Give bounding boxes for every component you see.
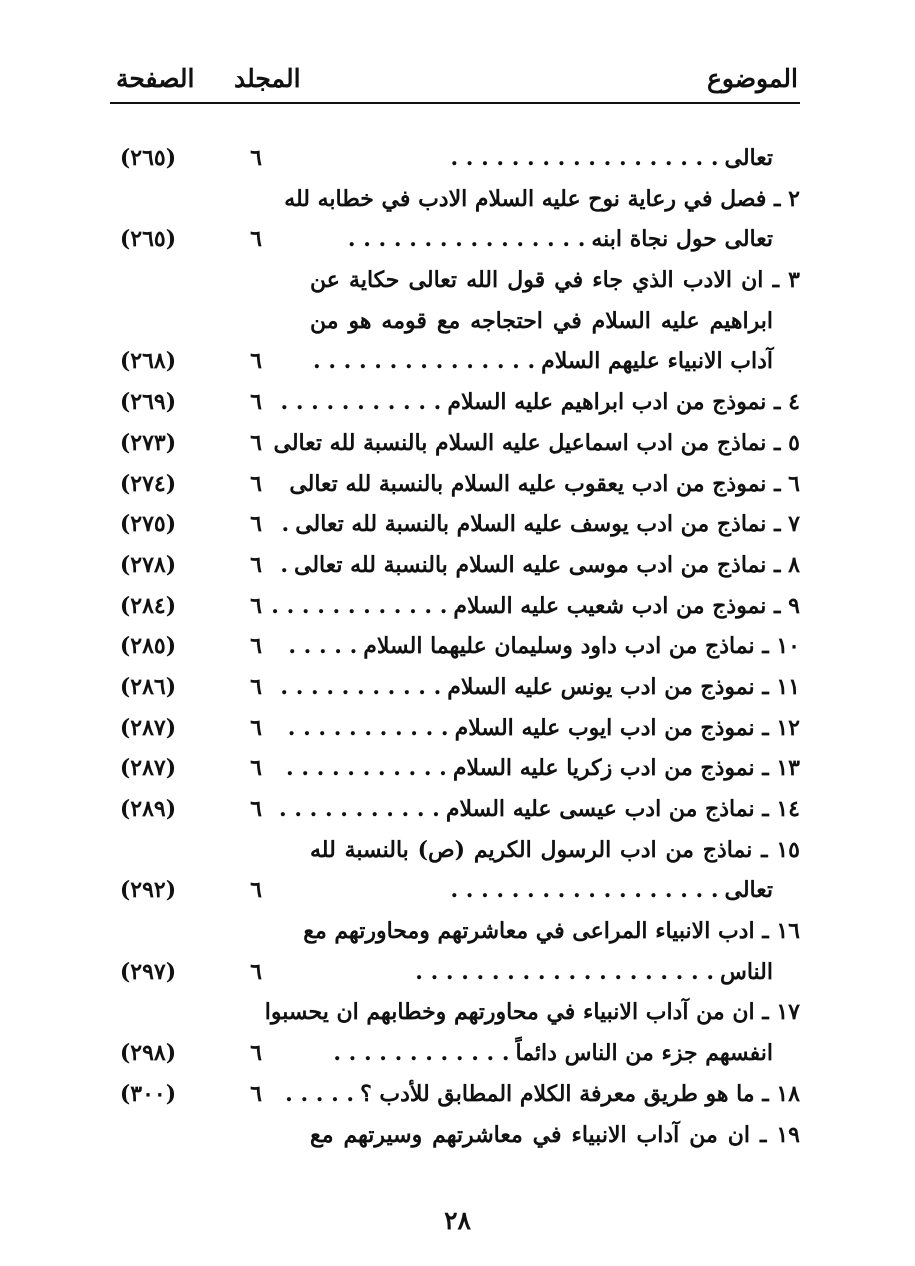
toc-entry-text: ٥ ـ نماذج من ادب اسماعيل عليه السلام بالنسبة لله تعالى bbox=[273, 429, 800, 456]
toc-entry-text: ١٧ ـ ان من آداب الانبياء في محاورتهم وخطابهم ان يحسبوا bbox=[264, 999, 800, 1026]
toc-entry-title bbox=[310, 219, 773, 259]
toc-entry bbox=[0, 260, 915, 301]
toc-entry bbox=[0, 748, 915, 789]
toc-entry-text: ٢ ـ فصل في رعاية نوح عليه السلام الادب في خطابه لله bbox=[284, 185, 800, 212]
toc-entry bbox=[0, 382, 915, 423]
toc-leader-dots: . . . . . . . . . . . . . . . . bbox=[347, 226, 586, 253]
toc-leader-dots: . . . . . . . . . . . . bbox=[333, 1040, 510, 1067]
toc-entry-page: (٢٩٢) bbox=[119, 877, 177, 904]
toc-entry-title bbox=[310, 341, 773, 381]
toc-entry bbox=[0, 952, 915, 993]
toc-entry-page: (٣٠٠) bbox=[119, 1080, 177, 1107]
toc-leader-dots: . . . . . . . . . . . bbox=[286, 755, 447, 782]
toc-entry-text: ٩ ـ نموذج من ادب شعيب عليه السلام bbox=[453, 592, 800, 619]
toc-entry bbox=[0, 667, 915, 708]
toc-entry-text: تعالى حول نجاة ابنه bbox=[591, 226, 773, 253]
toc-entry-title bbox=[279, 789, 800, 829]
toc-entry-text: ١٩ ـ ان من آداب الانبياء في معاشرتهم وسيرتهم مع bbox=[310, 1121, 800, 1148]
toc-entry-text: ١٠ ـ نماذج من ادب داود وسليمان عليهما السلام bbox=[363, 633, 800, 660]
toc-entry-title bbox=[310, 870, 773, 910]
toc-entry-page: (٢٩٧) bbox=[119, 958, 177, 985]
toc-entry-page: (٢٩٨) bbox=[119, 1040, 177, 1067]
toc-entry-text: ١٣ ـ نموذج من ادب زكريا عليه السلام bbox=[452, 755, 800, 782]
toc-leader-dots: . . . . . . . . . . . . . . . . . . bbox=[450, 145, 719, 171]
toc-entry-volume: ٦ bbox=[250, 145, 262, 171]
toc-entry bbox=[0, 1115, 915, 1156]
toc-entry-title bbox=[273, 423, 800, 463]
toc-entry bbox=[0, 992, 915, 1033]
toc-entry-page: (٢٦٩) bbox=[119, 389, 177, 416]
toc-entry-page: (٢٧٤) bbox=[119, 470, 177, 497]
toc-leader-dots: . . . . . . . . . . . bbox=[280, 673, 442, 700]
toc-entry-page: (٢٦٥) bbox=[119, 145, 177, 171]
toc-entry bbox=[0, 911, 915, 952]
toc-entry-text: ٤ ـ نموذج من ادب ابراهيم عليه السلام bbox=[447, 389, 800, 416]
page-column-header: الصفحة bbox=[116, 64, 195, 93]
toc-entry-title bbox=[310, 138, 773, 178]
toc-entry-volume: ٦ bbox=[250, 389, 262, 416]
toc-entry-volume: ٦ bbox=[250, 1040, 262, 1067]
toc-entry bbox=[0, 138, 915, 179]
toc-entry-title bbox=[310, 301, 773, 341]
toc-entry-volume: ٦ bbox=[250, 348, 262, 375]
toc-entry bbox=[0, 341, 915, 382]
toc-entry-title bbox=[288, 626, 800, 666]
toc-entry-volume: ٦ bbox=[250, 877, 262, 904]
toc-leader-dots: . bbox=[280, 551, 288, 578]
toc-entry-text: ١٢ ـ نموذج من ادب ايوب عليه السلام bbox=[454, 714, 800, 741]
toc-entry bbox=[0, 301, 915, 342]
volume-column-header: المجلد bbox=[234, 64, 301, 93]
toc-entry-page: (٢٨٥) bbox=[119, 633, 177, 660]
toc-entry-title bbox=[287, 708, 800, 748]
toc-entry-title bbox=[280, 667, 800, 707]
toc-entry-page: (٢٧٣) bbox=[119, 429, 177, 456]
toc-entry bbox=[0, 708, 915, 749]
toc-entry-text: ٣ ـ ان الادب الذي جاء في قول الله تعالى حكاية عن bbox=[310, 267, 800, 294]
toc-entry bbox=[0, 219, 915, 260]
toc-entry-text: ٦ ـ نموذج من ادب يعقوب عليه السلام بالنسبة لله تعالى bbox=[289, 470, 800, 497]
toc-entry bbox=[0, 1074, 915, 1115]
toc-leader-dots: . . . . . bbox=[285, 1080, 355, 1107]
toc-entry-title bbox=[280, 382, 800, 422]
toc-leader-dots: . . . . . . . . . . . bbox=[279, 796, 440, 822]
toc-entry bbox=[0, 464, 915, 505]
toc-entry-page: (٢٨٩) bbox=[119, 796, 177, 822]
toc-entry-volume: ٦ bbox=[250, 673, 262, 700]
toc-entry bbox=[0, 626, 915, 667]
toc-entry-volume: ٦ bbox=[250, 429, 262, 456]
toc-entry-volume: ٦ bbox=[250, 755, 262, 782]
toc-entry bbox=[0, 830, 915, 871]
toc-entry-text: ٨ ـ نماذج من ادب موسى عليه السلام بالنسبة لله تعالى bbox=[293, 551, 800, 578]
toc-entry-volume: ٦ bbox=[250, 796, 262, 822]
toc-entry-title bbox=[310, 830, 800, 870]
toc-entry-text: ١١ ـ نموذج من ادب يونس عليه السلام bbox=[447, 673, 800, 700]
toc-entry-volume: ٦ bbox=[250, 714, 262, 741]
toc-entry-title bbox=[303, 911, 800, 951]
toc-entry-text: ٧ ـ نماذج من ادب يوسف عليه السلام بالنسبة لله تعالى bbox=[295, 511, 800, 538]
page-number: ٢٨ bbox=[444, 1206, 471, 1235]
toc-header bbox=[110, 62, 800, 104]
toc-entry-page: (٢٨٧) bbox=[119, 755, 177, 782]
toc-entry-page: (٢٧٨) bbox=[119, 551, 177, 578]
toc-entry bbox=[0, 179, 915, 220]
toc-leader-dots: . . . . . . . . . . . . . . . . . . . . bbox=[415, 958, 714, 985]
toc-entry-volume: ٦ bbox=[250, 551, 262, 578]
toc-entry bbox=[0, 586, 915, 627]
toc-list bbox=[0, 138, 915, 1155]
toc-entry-title bbox=[281, 504, 800, 544]
toc-entry-volume: ٦ bbox=[250, 1080, 262, 1107]
toc-entry-page: (٢٨٦) bbox=[119, 673, 177, 700]
toc-entry-title bbox=[284, 179, 800, 219]
toc-entry-text: ١٥ ـ نماذج من ادب الرسول الكريم (ص) بالنسبة لله bbox=[310, 836, 800, 863]
toc-entry-title bbox=[285, 1074, 800, 1114]
toc-entry-page: (٢٧٥) bbox=[119, 511, 177, 538]
toc-leader-dots: . . . . . . . . . . . bbox=[280, 389, 442, 416]
toc-entry-text: انفسهم جزء من الناس دائماً bbox=[515, 1040, 773, 1067]
toc-entry-text: ١٤ ـ نماذج من ادب عيسى عليه السلام bbox=[445, 796, 800, 822]
toc-entry bbox=[0, 545, 915, 586]
toc-entry-text: الناس bbox=[719, 958, 773, 985]
toc-entry-volume: ٦ bbox=[250, 511, 262, 538]
toc-entry-text: ١٦ ـ ادب الانبياء المراعى في معاشرتهم ومحاورتهم مع bbox=[303, 918, 800, 945]
toc-entry-page: (٢٨٧) bbox=[119, 714, 177, 741]
toc-entry-page: (٢٨٤) bbox=[119, 592, 177, 619]
toc-leader-dots: . . . . . . . . . . . . . . . . . . bbox=[450, 877, 719, 904]
toc-entry-title bbox=[289, 464, 800, 504]
toc-leader-dots: . . . . . . . . . . . . . . . bbox=[313, 348, 536, 375]
toc-entry-title bbox=[271, 586, 800, 626]
toc-entry-title bbox=[310, 260, 800, 300]
toc-entry bbox=[0, 504, 915, 545]
toc-entry-title bbox=[310, 1115, 800, 1155]
toc-entry bbox=[0, 1033, 915, 1074]
toc-entry-page: (٢٦٥) bbox=[119, 226, 177, 253]
toc-entry-text: آداب الانبياء عليهم السلام bbox=[541, 348, 773, 375]
toc-entry-title bbox=[264, 992, 800, 1032]
toc-entry-title bbox=[310, 1033, 773, 1073]
toc-entry-page: (٢٦٨) bbox=[119, 348, 177, 375]
toc-leader-dots: . . . . . bbox=[288, 633, 358, 660]
toc-entry-volume: ٦ bbox=[250, 226, 262, 253]
toc-entry-volume: ٦ bbox=[250, 633, 262, 660]
toc-entry-text: تعالى bbox=[724, 145, 773, 171]
toc-entry bbox=[0, 870, 915, 911]
toc-entry bbox=[0, 423, 915, 464]
toc-entry-title bbox=[286, 748, 800, 788]
toc-entry-volume: ٦ bbox=[250, 592, 262, 619]
toc-entry-text: ١٨ ـ ما هو طريق معرفة الكلام المطابق للأدب ؟ bbox=[360, 1080, 800, 1107]
toc-entry-title bbox=[310, 952, 773, 992]
toc-entry bbox=[0, 789, 915, 830]
toc-entry-text: ابراهيم عليه السلام في احتجاجه مع قومه هو من bbox=[310, 307, 773, 334]
topic-column-header: الموضوع bbox=[707, 64, 798, 93]
toc-leader-dots: . . . . . . . . . . . bbox=[287, 714, 449, 741]
toc-entry-text: تعالى bbox=[724, 877, 773, 904]
toc-entry-volume: ٦ bbox=[250, 470, 262, 497]
toc-entry-title bbox=[280, 545, 800, 585]
toc-leader-dots: . . . . . . . . . . . . bbox=[271, 592, 448, 619]
toc-entry-volume: ٦ bbox=[250, 958, 262, 985]
toc-leader-dots: . bbox=[281, 511, 290, 538]
